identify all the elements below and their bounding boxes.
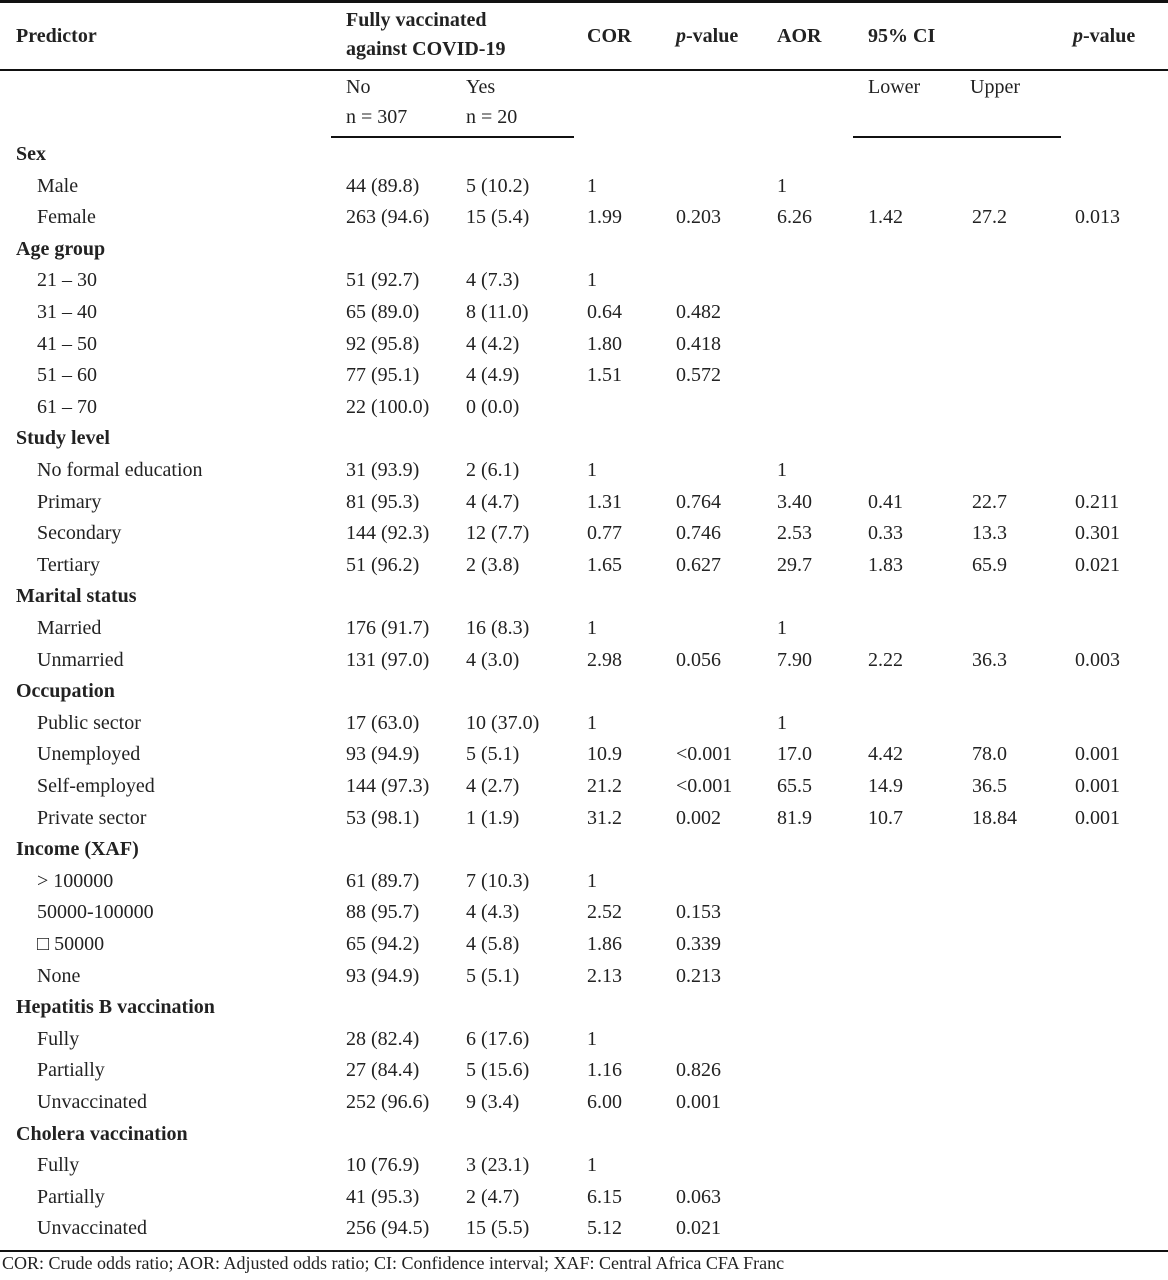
row-label: Secondary (37, 522, 122, 544)
cell-p1: 0.056 (676, 649, 721, 671)
row-label: Unvaccinated (37, 1217, 147, 1239)
cell-aor: 17.0 (777, 743, 812, 765)
cell-cor: 2.98 (587, 649, 622, 671)
cell-p1: 0.627 (676, 554, 721, 576)
cell-yes: 4 (4.9) (466, 364, 520, 386)
cell-no: 81 (95.3) (346, 491, 420, 513)
cell-no: 263 (94.6) (346, 206, 430, 228)
header-predictor: Predictor (16, 25, 97, 47)
cell-upper: 36.5 (972, 775, 1007, 797)
cell-no: 51 (96.2) (346, 554, 420, 576)
cell-yes: 2 (3.8) (466, 554, 520, 576)
cell-lower: 10.7 (868, 807, 903, 829)
cell-no: 131 (97.0) (346, 649, 430, 671)
cell-lower: 4.42 (868, 743, 903, 765)
cell-cor: 1.99 (587, 206, 622, 228)
cell-no: 22 (100.0) (346, 396, 430, 418)
footnote: COR: Crude odds ratio; AOR: Adjusted odds ratio; CI: Confidence interval; XAF: Central Africa CFA Franc (2, 1253, 785, 1273)
cell-lower: 0.41 (868, 491, 903, 513)
cell-aor: 3.40 (777, 491, 812, 513)
header-upper: Upper (970, 76, 1020, 98)
cell-no: 17 (63.0) (346, 712, 420, 734)
cell-cor: 6.15 (587, 1186, 622, 1208)
row-label: Fully (37, 1154, 80, 1176)
cell-cor: 1.31 (587, 491, 622, 513)
cell-upper: 13.3 (972, 522, 1007, 544)
cell-upper: 78.0 (972, 743, 1007, 765)
cell-yes: 4 (5.8) (466, 933, 520, 955)
cell-yes: 6 (17.6) (466, 1028, 530, 1050)
row-label: Self-employed (37, 775, 155, 797)
cell-yes: 8 (11.0) (466, 301, 529, 323)
cell-no: 31 (93.9) (346, 459, 420, 481)
cell-upper: 18.84 (972, 807, 1017, 829)
cell-yes: 4 (4.3) (466, 901, 520, 923)
row-label: 41 – 50 (37, 333, 97, 355)
cell-p1: 0.021 (676, 1217, 721, 1239)
header-lower: Lower (868, 76, 921, 98)
section-heading: Cholera vaccination (16, 1123, 188, 1145)
header-yes: Yes (466, 76, 496, 98)
cell-cor: 10.9 (587, 743, 622, 765)
cell-no: 176 (91.7) (346, 617, 430, 639)
row-label: None (37, 965, 81, 987)
top-rule (0, 0, 1168, 3)
row-label: No formal education (37, 459, 203, 481)
cell-cor: 2.52 (587, 901, 622, 923)
header-95-ci: 95% CI (868, 25, 936, 47)
cell-p1: 0.063 (676, 1186, 721, 1208)
cell-p1: 0.746 (676, 522, 721, 544)
cell-yes: 5 (15.6) (466, 1059, 530, 1081)
cell-lower: 1.83 (868, 554, 903, 576)
row-label: Unemployed (37, 743, 141, 765)
cell-no: 41 (95.3) (346, 1186, 420, 1208)
cell-no: 44 (89.8) (346, 175, 420, 197)
cell-p2: 0.001 (1075, 743, 1120, 765)
cell-cor: 1 (587, 175, 597, 197)
header-p-value-2 (1073, 24, 1135, 48)
cell-no: 144 (97.3) (346, 775, 430, 797)
cell-aor: 7.90 (777, 649, 812, 671)
cell-yes: 7 (10.3) (466, 870, 530, 892)
cell-aor: 2.53 (777, 522, 812, 544)
section-heading: Income (XAF) (16, 838, 139, 860)
cell-upper: 27.2 (972, 206, 1007, 228)
cell-p1: 0.482 (676, 301, 721, 323)
row-label: Unmarried (37, 649, 124, 671)
cell-yes: 16 (8.3) (466, 617, 530, 639)
row-label: 50000-100000 (37, 901, 154, 923)
cell-no: 65 (94.2) (346, 933, 420, 955)
cell-p1: 0.572 (676, 364, 721, 386)
cell-aor: 1 (777, 712, 787, 734)
cell-cor: 1.80 (587, 333, 622, 355)
header-aor: AOR (777, 25, 822, 47)
cell-p1: 0.203 (676, 206, 721, 228)
header-p-suffix: -value (686, 25, 739, 47)
cell-p1: 0.001 (676, 1091, 721, 1113)
row-label: Partially (37, 1059, 105, 1081)
cell-yes: 2 (4.7) (466, 1186, 520, 1208)
cell-p1: <0.001 (676, 743, 733, 765)
header-fully-vaccinated-line1: Fully vaccinated (346, 9, 487, 31)
cell-upper: 22.7 (972, 491, 1007, 513)
cell-no: 61 (89.7) (346, 870, 420, 892)
cell-yes: 3 (23.1) (466, 1154, 530, 1176)
section-heading: Hepatitis B vaccination (16, 996, 215, 1018)
cell-aor: 1 (777, 459, 787, 481)
row-label: 31 – 40 (37, 301, 97, 323)
cell-no: 10 (76.9) (346, 1154, 420, 1176)
row-label: Tertiary (37, 554, 101, 576)
cell-no: 256 (94.5) (346, 1217, 430, 1239)
cell-yes: 4 (4.2) (466, 333, 520, 355)
cell-no: 77 (95.1) (346, 364, 420, 386)
cell-p2: 0.001 (1075, 775, 1120, 797)
cell-yes: 0 (0.0) (466, 396, 520, 418)
cell-lower: 2.22 (868, 649, 903, 671)
row-label: 61 – 70 (37, 396, 97, 418)
cell-p2: 0.003 (1075, 649, 1120, 671)
cell-yes: 15 (5.5) (466, 1217, 530, 1239)
cell-yes: 4 (2.7) (466, 775, 520, 797)
cell-aor: 65.5 (777, 775, 812, 797)
cell-no: 65 (89.0) (346, 301, 420, 323)
row-label: Female (37, 206, 96, 228)
cell-cor: 1.65 (587, 554, 622, 576)
cell-yes: 4 (3.0) (466, 649, 520, 671)
row-label: Primary (37, 491, 102, 513)
cell-p1: 0.418 (676, 333, 721, 355)
cell-aor: 29.7 (777, 554, 812, 576)
section-heading: Marital status (16, 585, 137, 607)
cell-no: 88 (95.7) (346, 901, 420, 923)
cell-p1: 0.153 (676, 901, 721, 923)
cell-no: 252 (96.6) (346, 1091, 430, 1113)
section-heading: Study level (16, 427, 110, 449)
header-rule (0, 69, 1168, 71)
row-label: Male (37, 175, 79, 197)
cell-aor: 81.9 (777, 807, 812, 829)
cell-p1: 0.339 (676, 933, 721, 955)
cell-cor: 0.77 (587, 522, 622, 544)
cell-p1: 0.826 (676, 1059, 721, 1081)
cell-p2: 0.013 (1075, 206, 1120, 228)
cell-cor: 1 (587, 459, 597, 481)
row-label: Unvaccinated (37, 1091, 147, 1113)
cell-yes: 4 (7.3) (466, 269, 520, 291)
row-label: Married (37, 617, 102, 639)
section-heading: Sex (16, 143, 46, 165)
no-yes-underline (331, 136, 574, 138)
cell-no: 93 (94.9) (346, 965, 420, 987)
cell-yes: 5 (5.1) (466, 743, 520, 765)
header-no-n: n = 307 (346, 106, 408, 128)
cell-p1: 0.764 (676, 491, 721, 513)
cell-cor: 6.00 (587, 1091, 622, 1113)
cell-no: 28 (82.4) (346, 1028, 420, 1050)
header-no: No (346, 76, 371, 98)
cell-cor: 1 (587, 1154, 597, 1176)
cell-cor: 1 (587, 712, 597, 734)
cell-no: 53 (98.1) (346, 807, 420, 829)
cell-upper: 65.9 (972, 554, 1007, 576)
cell-yes: 10 (37.0) (466, 712, 540, 734)
cell-yes: 9 (3.4) (466, 1091, 520, 1113)
cell-lower: 14.9 (868, 775, 903, 797)
header-p2-suffix: -value (1083, 25, 1136, 47)
cell-cor: 1 (587, 269, 597, 291)
ci-underline (853, 136, 1061, 138)
cell-yes: 12 (7.7) (466, 522, 530, 544)
cell-cor: 1.51 (587, 364, 622, 386)
cell-cor: 1.86 (587, 933, 622, 955)
cell-cor: 31.2 (587, 807, 622, 829)
row-label: Fully (37, 1028, 80, 1050)
cell-no: 93 (94.9) (346, 743, 420, 765)
cell-aor: 6.26 (777, 206, 812, 228)
row-label: □ 50000 (37, 933, 105, 955)
cell-p1: 0.213 (676, 965, 721, 987)
cell-no: 51 (92.7) (346, 269, 420, 291)
cell-no: 27 (84.4) (346, 1059, 420, 1081)
row-label: Partially (37, 1186, 105, 1208)
cell-cor: 1 (587, 1028, 597, 1050)
cell-yes: 4 (4.7) (466, 491, 520, 513)
cell-cor: 1 (587, 617, 597, 639)
header-p-italic: p (676, 25, 686, 47)
cell-no: 92 (95.8) (346, 333, 420, 355)
cell-aor: 1 (777, 617, 787, 639)
header-cor: COR (587, 25, 632, 47)
cell-p2: 0.301 (1075, 522, 1120, 544)
row-label: 21 – 30 (37, 269, 97, 291)
cell-yes: 5 (5.1) (466, 965, 520, 987)
cell-lower: 0.33 (868, 522, 903, 544)
header-fully-vaccinated-line2: against COVID-19 (346, 38, 506, 60)
cell-p2: 0.021 (1075, 554, 1120, 576)
cell-yes: 15 (5.4) (466, 206, 530, 228)
cell-cor: 2.13 (587, 965, 622, 987)
row-label: > 100000 (37, 870, 114, 892)
row-label: 51 – 60 (37, 364, 97, 386)
section-heading: Age group (16, 238, 106, 260)
section-heading: Occupation (16, 680, 115, 702)
cell-cor: 0.64 (587, 301, 622, 323)
cell-yes: 5 (10.2) (466, 175, 530, 197)
row-label: Public sector (37, 712, 141, 734)
cell-cor: 1 (587, 870, 597, 892)
cell-aor: 1 (777, 175, 787, 197)
cell-upper: 36.3 (972, 649, 1007, 671)
header-yes-n: n = 20 (466, 106, 518, 128)
cell-p2: 0.211 (1075, 491, 1120, 513)
cell-lower: 1.42 (868, 206, 903, 228)
row-label: Private sector (37, 807, 147, 829)
cell-cor: 1.16 (587, 1059, 622, 1081)
cell-p1: <0.001 (676, 775, 733, 797)
header-p-value (676, 24, 738, 48)
cell-no: 144 (92.3) (346, 522, 430, 544)
header-p2-italic: p (1073, 25, 1083, 47)
cell-yes: 2 (6.1) (466, 459, 520, 481)
cell-yes: 1 (1.9) (466, 807, 520, 829)
cell-p2: 0.001 (1075, 807, 1120, 829)
cell-p1: 0.002 (676, 807, 721, 829)
cell-cor: 5.12 (587, 1217, 622, 1239)
cell-cor: 21.2 (587, 775, 622, 797)
